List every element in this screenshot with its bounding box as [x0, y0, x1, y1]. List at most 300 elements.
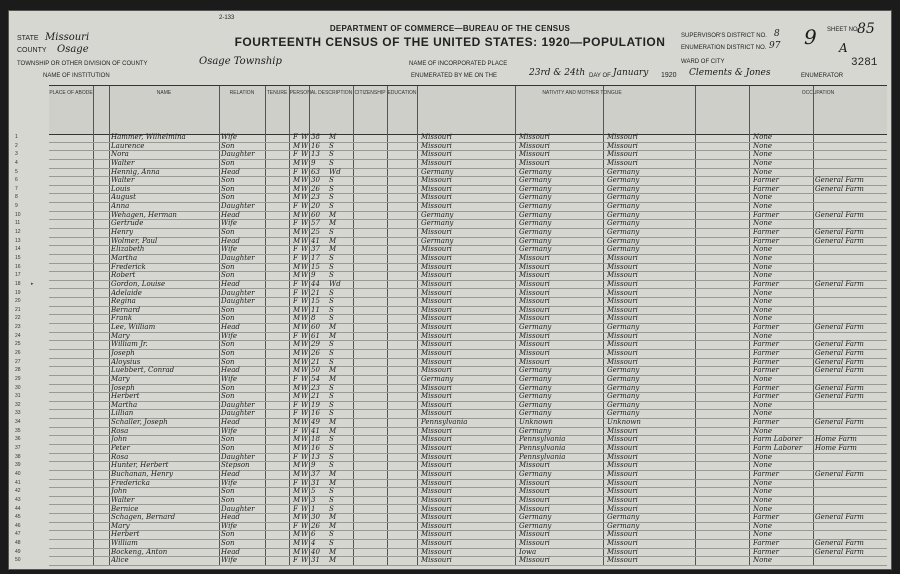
cell-line: 5	[15, 168, 18, 175]
sheet-number: 9	[804, 25, 817, 49]
cell-birthplace: Germany	[421, 236, 454, 245]
cell-occupation: None	[753, 297, 772, 306]
cell-mother: Missouri	[607, 305, 638, 314]
cell-industry	[815, 254, 885, 263]
cell-industry	[815, 297, 885, 306]
cell-age: 13	[311, 452, 320, 461]
cell-name: Walter	[111, 158, 135, 167]
cell-marital: M	[329, 374, 337, 383]
cell-marital: M	[329, 366, 337, 375]
cell-father: Germany	[519, 167, 552, 176]
cell-birthplace: Missouri	[421, 547, 452, 556]
cell-occupation: Farmer	[753, 228, 780, 237]
cell-father: Germany	[519, 383, 552, 392]
cell-name: Walter	[111, 176, 135, 185]
cell-relation: Son	[221, 530, 235, 539]
cell-sex: M	[293, 236, 301, 245]
cell-birthplace: Missouri	[421, 504, 452, 513]
cell-color: W	[301, 495, 309, 504]
cell-line: 49	[15, 548, 21, 555]
cell-mother: Missouri	[607, 435, 638, 444]
cell-sex: M	[293, 210, 301, 219]
enumeration-label: ENUMERATION DISTRICT NO.	[681, 45, 767, 51]
cell-relation: Wife	[221, 426, 238, 435]
cell-sex: M	[293, 495, 301, 504]
cell-occupation: None	[753, 305, 772, 314]
cell-marital: M	[329, 418, 337, 427]
cell-sex: M	[293, 271, 301, 280]
cell-age: 11	[311, 305, 320, 314]
margin-line-marker: ▸	[31, 281, 34, 287]
cell-relation: Son	[221, 349, 235, 357]
cell-name: Bernard	[111, 305, 141, 314]
cell-color: W	[301, 133, 309, 141]
cell-occupation: None	[753, 133, 772, 141]
cell-industry: General Farm	[815, 383, 864, 392]
cell-name: John	[111, 487, 128, 496]
cell-name: Rosa	[111, 426, 129, 435]
cell-marital: Wd	[329, 279, 341, 288]
cell-relation: Son	[221, 383, 235, 392]
day-of-label: DAY OF	[589, 73, 611, 79]
cell-marital: S	[329, 176, 334, 185]
cell-father: Missouri	[519, 253, 550, 262]
cell-marital: M	[329, 245, 337, 254]
cell-industry: General Farm	[815, 184, 864, 193]
cell-age: 21	[311, 357, 320, 366]
cell-color: W	[301, 547, 309, 556]
cell-father: Missouri	[519, 495, 550, 504]
cell-sex: M	[293, 314, 301, 323]
cell-marital: M	[329, 236, 337, 245]
cell-occupation: Farmer	[753, 184, 780, 193]
state-label: STATE	[17, 35, 39, 42]
cell-industry	[815, 306, 885, 315]
cell-marital: M	[329, 547, 337, 556]
cell-occupation: Farmer	[753, 323, 780, 332]
cell-father: Missouri	[519, 133, 550, 141]
cell-line: 25	[15, 341, 21, 348]
cell-occupation: None	[753, 530, 772, 539]
cell-name: William Jr.	[111, 340, 148, 349]
cell-name: Alice	[111, 556, 129, 565]
cell-age: 17	[311, 253, 320, 262]
cell-occupation: Farmer	[753, 383, 780, 392]
supervisor-value: 8	[774, 29, 780, 39]
cell-relation: Son	[221, 392, 235, 401]
cell-industry: General Farm	[815, 357, 864, 366]
cell-birthplace: Germany	[421, 219, 454, 228]
cell-father: Germany	[519, 245, 552, 254]
cell-age: 3	[311, 495, 316, 504]
cell-relation: Son	[221, 495, 235, 504]
cell-occupation: None	[753, 150, 772, 159]
cell-age: 21	[311, 392, 320, 401]
cell-name: Hunter, Herbert	[111, 461, 169, 470]
cell-color: W	[301, 556, 309, 565]
cell-occupation: None	[753, 556, 772, 565]
cell-line: 48	[15, 540, 21, 547]
cell-marital: M	[329, 210, 337, 219]
cell-birthplace: Missouri	[421, 469, 452, 478]
cell-name: Hammer, Wilhelmina	[111, 133, 186, 141]
cell-marital: M	[329, 331, 337, 340]
cell-sex: M	[293, 418, 301, 427]
cell-line: 8	[15, 194, 18, 201]
cell-marital: S	[329, 340, 334, 349]
cell-mother: Missouri	[607, 556, 638, 565]
cell-mother: Missouri	[607, 426, 638, 435]
cell-relation: Son	[221, 487, 235, 496]
cell-name: Walter	[111, 495, 135, 504]
cell-sex: M	[293, 383, 301, 392]
cell-birthplace: Missouri	[421, 426, 452, 435]
cell-occupation: None	[753, 504, 772, 513]
cell-occupation: Farmer	[753, 513, 780, 522]
cell-line: 3	[15, 151, 18, 158]
cell-sex: M	[293, 444, 301, 453]
cell-age: 37	[311, 469, 320, 478]
cell-sex: M	[293, 539, 301, 548]
cell-sex: M	[293, 176, 301, 185]
cell-occupation: Farmer	[753, 357, 780, 366]
cell-father: Missouri	[519, 297, 550, 306]
cell-color: W	[301, 469, 309, 478]
cell-color: W	[301, 184, 309, 193]
cell-industry	[815, 271, 885, 280]
cell-mother: Unknown	[607, 418, 641, 427]
cell-father: Germany	[519, 469, 552, 478]
cell-occupation: None	[753, 314, 772, 323]
cell-sex: M	[293, 530, 301, 539]
cell-name: Adelaide	[111, 288, 142, 297]
cell-father: Germany	[519, 409, 552, 418]
cell-marital: M	[329, 426, 337, 435]
cell-mother: Germany	[607, 366, 640, 375]
cell-industry	[815, 453, 885, 462]
cell-marital: S	[329, 539, 334, 548]
cell-father: Germany	[519, 210, 552, 219]
cell-marital: S	[329, 461, 334, 470]
cell-birthplace: Missouri	[421, 539, 452, 548]
cell-marital: S	[329, 184, 334, 193]
cell-age: 44	[311, 279, 320, 288]
cell-color: W	[301, 167, 309, 176]
cell-age: 63	[311, 167, 320, 176]
cell-father: Missouri	[519, 340, 550, 349]
cell-industry: General Farm	[815, 279, 864, 288]
cell-name: William	[111, 539, 138, 548]
cell-marital: S	[329, 504, 334, 513]
cell-age: 15	[311, 297, 320, 306]
cell-color: W	[301, 444, 309, 453]
cell-age: 29	[311, 340, 320, 349]
cell-color: W	[301, 297, 309, 306]
cell-sex: M	[293, 141, 301, 150]
cell-sex: M	[293, 349, 301, 357]
cell-relation: Wife	[221, 245, 238, 254]
cell-relation: Head	[221, 236, 240, 245]
cell-color: W	[301, 262, 309, 271]
cell-color: W	[301, 539, 309, 548]
cell-age: 9	[311, 461, 316, 470]
cell-marital: Wd	[329, 167, 341, 176]
cell-birthplace: Missouri	[421, 495, 452, 504]
cell-birthplace: Missouri	[421, 184, 452, 193]
cell-name: Luebbert, Conrad	[111, 366, 175, 375]
enumerated-month: January	[613, 68, 649, 78]
cell-sex: F	[293, 400, 298, 409]
cell-industry	[815, 219, 885, 228]
cell-industry: General Farm	[815, 340, 864, 349]
cell-father: Missouri	[519, 539, 550, 548]
cell-marital: M	[329, 478, 337, 487]
cell-line: 12	[15, 229, 21, 236]
cell-marital: S	[329, 400, 334, 409]
cell-age: 60	[311, 210, 320, 219]
cell-father: Missouri	[519, 349, 550, 357]
cell-father: Missouri	[519, 271, 550, 280]
col-education: EDUCATION	[387, 90, 417, 96]
cell-relation: Daughter	[221, 504, 255, 513]
cell-industry	[815, 401, 885, 410]
cell-color: W	[301, 383, 309, 392]
cell-mother: Missouri	[607, 469, 638, 478]
cell-mother: Missouri	[607, 444, 638, 453]
cell-industry	[815, 522, 885, 531]
cell-name: Joseph	[111, 383, 135, 392]
cell-line: 43	[15, 496, 21, 503]
cell-industry	[815, 556, 885, 565]
cell-relation: Wife	[221, 478, 238, 487]
cell-birthplace: Germany	[421, 167, 454, 176]
cell-line: 28	[15, 367, 21, 374]
cell-line: 40	[15, 470, 21, 477]
cell-occupation: None	[753, 374, 772, 383]
cell-birthplace: Missouri	[421, 150, 452, 159]
cell-birthplace: Missouri	[421, 141, 452, 150]
cell-relation: Son	[221, 262, 235, 271]
cell-industry: General Farm	[815, 349, 864, 357]
cell-marital: S	[329, 435, 334, 444]
cell-line: 39	[15, 462, 21, 469]
cell-sex: F	[293, 374, 298, 383]
cell-birthplace: Germany	[421, 374, 454, 383]
cell-color: W	[301, 513, 309, 522]
cell-occupation: None	[753, 495, 772, 504]
ward-label: WARD OF CITY	[681, 59, 725, 65]
cell-relation: Wife	[221, 556, 238, 565]
cell-name: Herbert	[111, 392, 140, 401]
cell-father: Germany	[519, 323, 552, 332]
cell-name: Laurence	[111, 141, 145, 150]
cell-line: 27	[15, 358, 21, 365]
cell-birthplace: Pennsylvania	[421, 418, 468, 427]
cell-father: Pennsylvania	[519, 435, 566, 444]
cell-industry	[815, 263, 885, 272]
cell-occupation: Farmer	[753, 210, 780, 219]
cell-industry	[815, 193, 885, 202]
cell-relation: Son	[221, 314, 235, 323]
cell-relation: Daughter	[221, 288, 255, 297]
cell-mother: Missouri	[607, 547, 638, 556]
cell-name: Frank	[111, 314, 133, 323]
enumeration-value: 97	[769, 41, 781, 51]
cell-line: 23	[15, 324, 21, 331]
cell-mother: Germany	[607, 219, 640, 228]
cell-relation: Head	[221, 279, 240, 288]
cell-father: Missouri	[519, 288, 550, 297]
cell-occupation: None	[753, 167, 772, 176]
cell-color: W	[301, 279, 309, 288]
cell-sex: M	[293, 193, 301, 202]
col-tenure: TENURE	[266, 90, 288, 96]
cell-birthplace: Missouri	[421, 392, 452, 401]
cell-marital: M	[329, 521, 337, 530]
cell-age: 16	[311, 444, 320, 453]
cell-occupation: None	[753, 521, 772, 530]
cell-father: Germany	[519, 219, 552, 228]
cell-sex: F	[293, 504, 298, 513]
cell-age: 25	[311, 228, 320, 237]
cell-industry	[815, 487, 885, 496]
cell-industry: Home Farm	[815, 435, 857, 444]
cell-age: 23	[311, 383, 320, 392]
cell-sex: M	[293, 323, 301, 332]
cell-industry: General Farm	[815, 176, 864, 185]
cell-mother: Germany	[607, 323, 640, 332]
cell-color: W	[301, 271, 309, 280]
col-personal: PERSONAL DESCRIPTION	[289, 90, 353, 96]
cell-relation: Daughter	[221, 202, 255, 211]
cell-sex: M	[293, 158, 301, 167]
state-value: Missouri	[45, 32, 90, 43]
cell-age: 31	[311, 478, 320, 487]
cell-color: W	[301, 521, 309, 530]
cell-age: 5	[311, 487, 316, 496]
cell-age: 50	[311, 366, 320, 375]
cell-age: 61	[311, 331, 320, 340]
cell-color: W	[301, 228, 309, 237]
cell-line: 31	[15, 393, 21, 400]
cell-line: 11	[15, 220, 21, 227]
cell-line: 45	[15, 514, 21, 521]
cell-color: W	[301, 374, 309, 383]
cell-industry	[815, 375, 885, 384]
cell-mother: Missouri	[607, 141, 638, 150]
cell-marital: S	[329, 297, 334, 306]
cell-name: Schagen, Bernard	[111, 513, 176, 522]
cell-line: 17	[15, 272, 21, 279]
cell-name: Schaller, Joseph	[111, 418, 168, 427]
cell-color: W	[301, 452, 309, 461]
cell-name: August	[111, 193, 136, 202]
cell-birthplace: Missouri	[421, 271, 452, 280]
cell-father: Missouri	[519, 487, 550, 496]
cell-age: 20	[311, 202, 320, 211]
cell-occupation: Farmer	[753, 340, 780, 349]
cell-occupation: None	[753, 400, 772, 409]
cell-marital: S	[329, 262, 334, 271]
cell-occupation: Farm Laborer	[753, 444, 803, 453]
cell-mother: Missouri	[607, 150, 638, 159]
cell-sex: F	[293, 478, 298, 487]
cell-sex: F	[293, 409, 298, 418]
cell-father: Germany	[519, 521, 552, 530]
cell-sex: M	[293, 340, 301, 349]
cell-father: Missouri	[519, 530, 550, 539]
cell-birthplace: Missouri	[421, 323, 452, 332]
cell-marital: S	[329, 150, 334, 159]
cell-line: 38	[15, 453, 21, 460]
cell-birthplace: Missouri	[421, 245, 452, 254]
cell-birthplace: Missouri	[421, 202, 452, 211]
cell-sex: M	[293, 184, 301, 193]
cell-color: W	[301, 366, 309, 375]
cell-occupation: None	[753, 262, 772, 271]
cell-relation: Wife	[221, 133, 238, 141]
cell-relation: Son	[221, 271, 235, 280]
cell-occupation: None	[753, 426, 772, 435]
cell-industry: Home Farm	[815, 444, 857, 453]
cell-industry	[815, 496, 885, 505]
cell-industry	[815, 461, 885, 470]
cell-marital: S	[329, 392, 334, 401]
cell-age: 38	[311, 133, 320, 141]
cell-relation: Head	[221, 210, 240, 219]
sheet-letter: A	[839, 41, 848, 55]
cell-father: Missouri	[519, 357, 550, 366]
cell-name: Wolmer, Paul	[111, 236, 158, 245]
cell-marital: M	[329, 323, 337, 332]
cell-name: Nora	[111, 150, 129, 159]
cell-birthplace: Missouri	[421, 158, 452, 167]
cell-age: 19	[311, 400, 320, 409]
cell-industry	[815, 168, 885, 177]
cell-father: Missouri	[519, 305, 550, 314]
cell-name: Joseph	[111, 349, 135, 357]
cell-line: 50	[15, 557, 21, 564]
cell-mother: Missouri	[607, 253, 638, 262]
cell-color: W	[301, 288, 309, 297]
cell-sex: F	[293, 245, 298, 254]
cell-marital: S	[329, 487, 334, 496]
cell-line: 9	[15, 203, 18, 210]
cell-mother: Missouri	[607, 279, 638, 288]
cell-industry: General Farm	[815, 323, 864, 332]
cell-relation: Stepson	[221, 461, 250, 470]
cell-mother: Missouri	[607, 478, 638, 487]
cell-relation: Son	[221, 176, 235, 185]
cell-relation: Son	[221, 141, 235, 150]
cell-line: 13	[15, 237, 21, 244]
cell-father: Missouri	[519, 158, 550, 167]
cell-father: Missouri	[519, 331, 550, 340]
table-row	[15, 556, 887, 566]
census-year: 1920	[661, 72, 677, 79]
cell-industry	[815, 332, 885, 341]
cell-birthplace: Missouri	[421, 383, 452, 392]
cell-line: 24	[15, 332, 21, 339]
cell-industry	[815, 142, 885, 151]
stamp-number: 3281	[851, 57, 878, 69]
cell-mother: Germany	[607, 374, 640, 383]
cell-industry: General Farm	[815, 539, 864, 548]
cell-mother: Germany	[607, 167, 640, 176]
cell-relation: Head	[221, 366, 240, 375]
cell-age: 49	[311, 418, 320, 427]
cell-line: 29	[15, 375, 21, 382]
